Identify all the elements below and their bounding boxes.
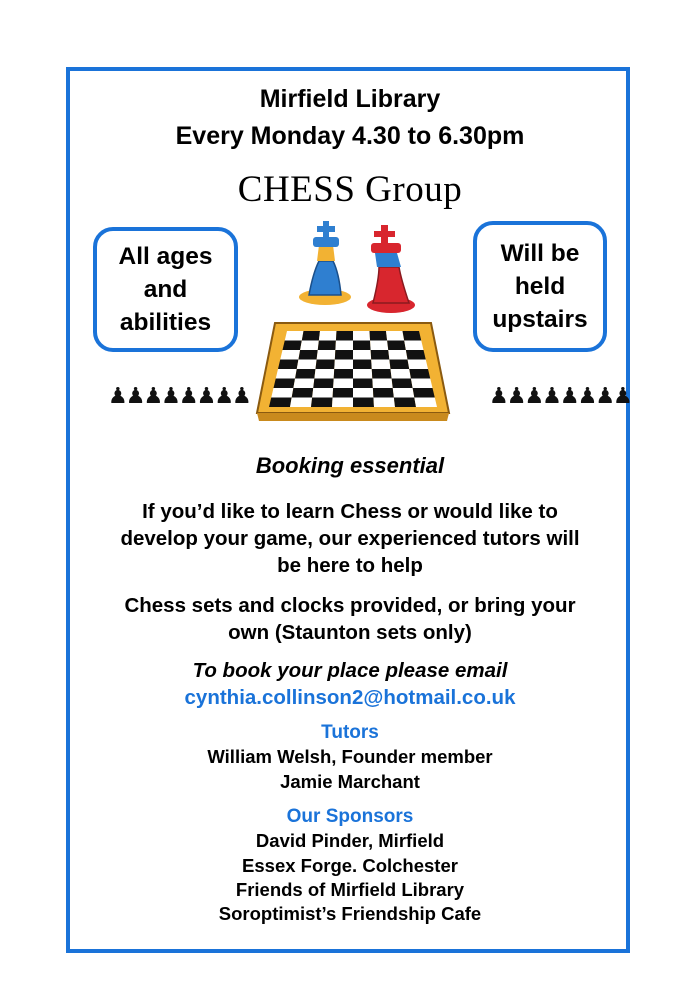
intro-line: If you’d like to learn Chess or would like to (142, 500, 558, 523)
board-square (274, 379, 296, 389)
board-square (293, 379, 314, 389)
board-square (295, 369, 315, 379)
board-square (353, 369, 372, 379)
intro-line: be here to help (277, 554, 423, 577)
board-square (319, 331, 337, 341)
board-square (335, 350, 353, 360)
board-square (298, 350, 317, 360)
callout-line: upstairs (492, 306, 588, 333)
board-square (392, 379, 413, 389)
board-square (353, 350, 371, 360)
board-square (372, 379, 392, 389)
board-square (393, 388, 415, 398)
board-square (353, 398, 374, 408)
equipment-line: Chess sets and clocks provided, or bring your (124, 594, 576, 617)
board-square (332, 398, 353, 408)
board-square (334, 360, 353, 370)
board-square (285, 331, 304, 341)
board-square (280, 350, 300, 360)
board-square (312, 388, 333, 398)
board-square (311, 398, 333, 408)
board-square (313, 379, 333, 389)
board-square (317, 350, 336, 360)
tutor-name: William Welsh, Founder member (207, 746, 493, 767)
board-square (333, 379, 353, 389)
board-square (372, 369, 392, 379)
board-square (290, 398, 312, 408)
board-square (318, 341, 336, 351)
chess-pieces-row-icon: ♟♟♟♟♟♟♟♟ (489, 384, 631, 409)
tutor-name: Jamie Marchant (280, 771, 420, 792)
board-square (335, 341, 353, 351)
board-square (414, 398, 437, 408)
callout-line: abilities (119, 309, 212, 336)
board-square (386, 331, 404, 341)
board-square (373, 388, 394, 398)
email-prompt: To book your place please email (192, 659, 508, 682)
sponsor-name: Essex Forge. Colchester (242, 855, 458, 876)
board-square (370, 341, 388, 351)
board-square (353, 379, 373, 389)
board-square (283, 341, 302, 351)
board-square (278, 360, 298, 370)
venue-name: Mirfield Library (259, 85, 441, 113)
board-square (404, 341, 423, 351)
sponsor-name: Friends of Mirfield Library (235, 879, 465, 900)
board-square (373, 398, 395, 408)
equipment-line: own (Staunton sets only) (228, 621, 472, 644)
board-square (300, 341, 319, 351)
board-square (409, 369, 430, 379)
board-square (297, 360, 317, 370)
chess-kings-and-board-icon (253, 215, 453, 425)
board-square (271, 388, 293, 398)
callout-line: and (143, 276, 188, 303)
board-square (408, 360, 428, 370)
sponsor-name: David Pinder, Mirfield (255, 830, 445, 851)
board-square (413, 388, 435, 398)
board-square (336, 331, 353, 341)
schedule: Every Monday 4.30 to 6.30pm (175, 122, 525, 150)
callout-line: held (514, 273, 566, 300)
sponsors-heading: Our Sponsors (286, 806, 414, 827)
board-square (302, 331, 320, 341)
callout-line: Will be (500, 240, 580, 267)
intro-line: develop your game, our experienced tutors will (120, 527, 580, 550)
board-square (371, 360, 390, 370)
board-square (389, 360, 409, 370)
page-title: CHESS Group (237, 169, 463, 210)
board-square (316, 360, 335, 370)
email-link[interactable]: cynthia.collinson2@hotmail.co.uk (184, 686, 516, 709)
board-square (370, 331, 388, 341)
board-square (334, 369, 353, 379)
ages-callout (93, 227, 238, 352)
board-square (411, 379, 433, 389)
board-square (388, 350, 407, 360)
board-square (353, 388, 373, 398)
chess-pieces-row-icon: ♟♟♟♟♟♟♟♟ (108, 384, 250, 409)
board-square (406, 350, 426, 360)
tutors-heading: Tutors (321, 722, 379, 743)
sponsor-name: Soroptimist’s Friendship Cafe (218, 903, 482, 924)
board-square (371, 350, 390, 360)
board-square (292, 388, 314, 398)
board-square (391, 369, 411, 379)
location-callout (473, 221, 607, 352)
board-square (353, 360, 372, 370)
board-square (276, 369, 297, 379)
booking-heading: Booking essential (255, 453, 445, 478)
callout-line: All ages (118, 243, 213, 270)
board-square (394, 398, 416, 408)
board-square (333, 388, 353, 398)
board-square (387, 341, 406, 351)
board-square (353, 331, 370, 341)
board-square (353, 341, 371, 351)
board-square (314, 369, 334, 379)
board-square (269, 398, 292, 408)
board-square (403, 331, 422, 341)
